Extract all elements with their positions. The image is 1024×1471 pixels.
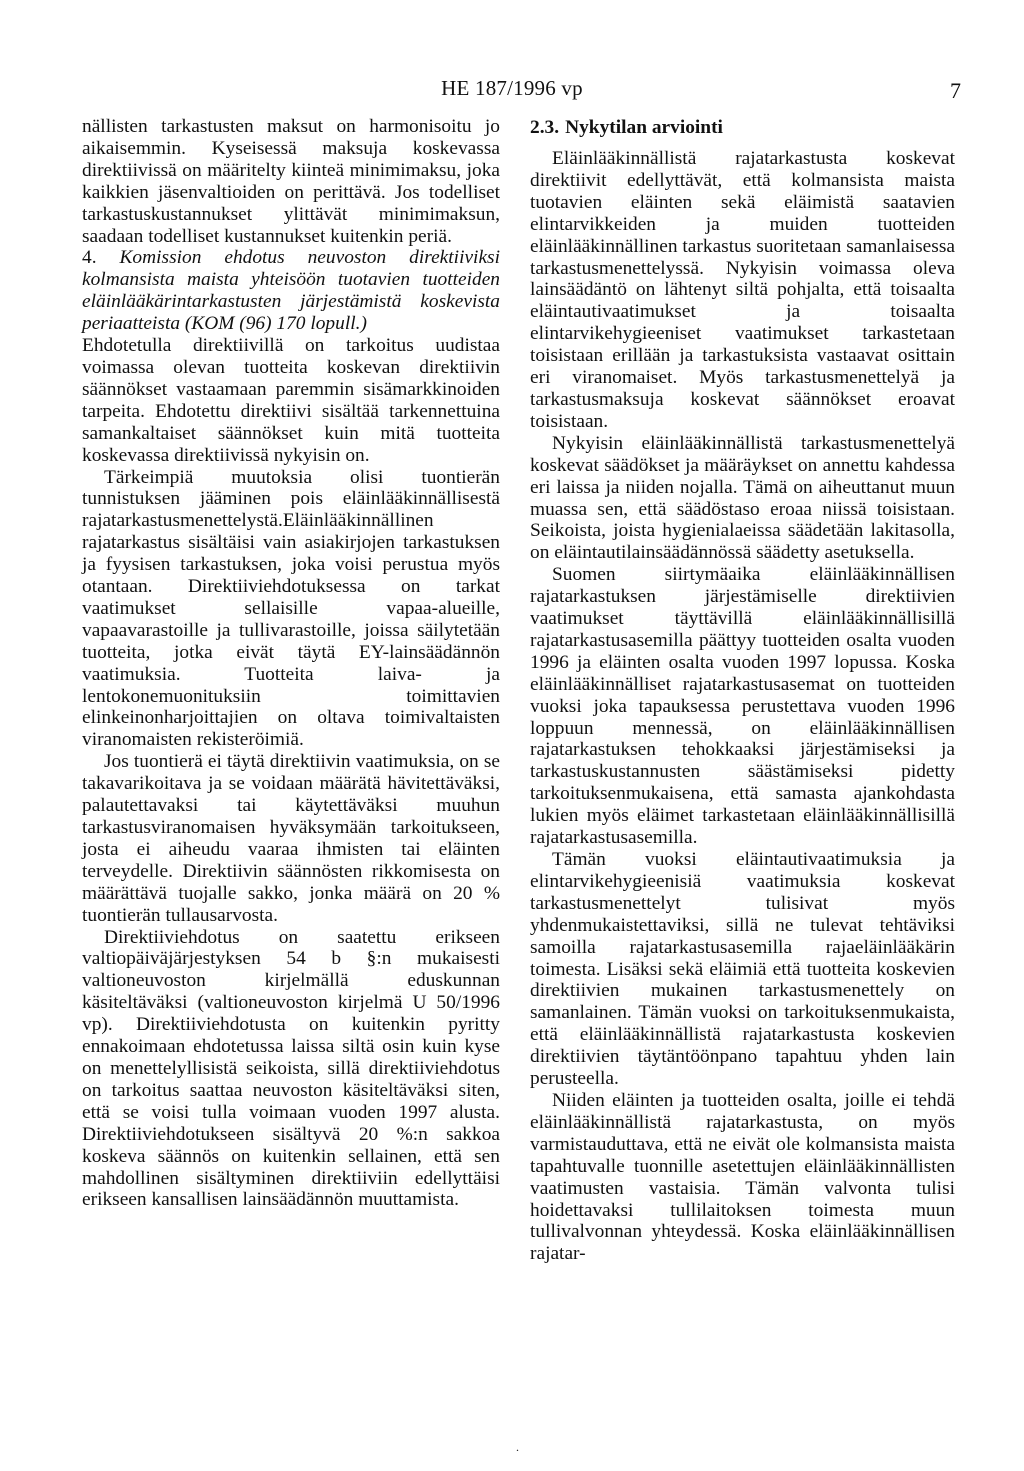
stray-mark: . xyxy=(516,1440,519,1454)
section-title: Nykytilan arviointi xyxy=(565,117,723,138)
right-column xyxy=(530,116,955,1265)
heading-number: 4. xyxy=(82,247,97,269)
section-number: 2.3. xyxy=(530,117,560,138)
running-header: HE 187/1996 vp xyxy=(441,76,583,100)
proposal-heading xyxy=(82,247,500,335)
section-heading xyxy=(530,116,955,140)
page-number: 7 xyxy=(950,78,961,103)
paragraph: Nykyisin eläinlääkinnällistä tarkastusmenettelyä koskevat säädökset ja määräykset on annettu kahdessa eri laissa ja niiden nojalla. Tämä on aiheuttanut muun muassa sen, että säädöstaso eroaa niissä toisistaan. Seikoista, joista hygienialaeissa säädetään lakitasolla, on eläintautilainsäädännössä säädetty asetuksella. xyxy=(530,432,955,564)
paragraph: Direktiiviehdotus on saatettu erikseen valtiopäiväjärjestyksen 54 b §:n mukaisesti valtioneuvoston kirjelmällä eduskunnan käsiteltäväksi (valtioneuvoston kirjelmä U 50/1996 vp). Direktiiviehdotusta on kuitenkin pyritty ennakoimaan ehdotetussa laissa siltä osin kuin kyse on menettelyllisistä seikoista, sillä direktiiviehdotus on tarkoitus saattaa neuvoston käsiteltäväksi siten, että se voisi tulla voimaan vuoden 1997 alusta. Direktiiviehdotukseen sisältyvä 20 %:n sakkoa koskeva säännös on kuitenkin sellainen, että sen mahdollinen sisältyminen direktiiviin edellyttäisi erikseen kansallisen lainsäädännön muuttamista. xyxy=(82,926,500,1211)
paragraph: Niiden eläinten ja tuotteiden osalta, joille ei tehdä eläinlääkinnällistä rajatarkastusta, on myös varmistauduttava, että ne eivät ole kolmansista maista tapahtuvalle tuonnille asetettujen eläinlääkinnällisten vaatimusten vastaisia. Tämän valvonta tulisi hoidettavaksi tullilaitoksen toimesta muun tullivalvonnan yhteydessä. Koska eläinlääkinnällisen rajatar- xyxy=(530,1089,955,1265)
paragraph: Jos tuontierä ei täytä direktiivin vaatimuksia, on se takavarikoitava ja se voidaan määrätä hävitettäväksi, palautettavaksi tai käytettäväksi muuhun tarkastusviranomaisen hyväksymään tarkoitukseen, josta ei aiheudu vaaraa ihmisten tai eläinten terveydelle. Direktiivin säännösten rikkomisesta on määrättävä tuojalle sakko, jonka määrä on 20 % tuontierän tullausarvosta. xyxy=(82,751,500,926)
paragraph: Ehdotetulla direktiivillä on tarkoitus uudistaa voimassa olevan tuotteita koskevan direktiivin säännökset vastaamaan paremmin sisämarkkinoiden tarpeita. Ehdotettu direktiivi sisältää tarkennettuina samankaltaiset säännökset kuin mitä tuotteita koskevassa direktiivissä nykyisin on. xyxy=(82,335,500,466)
left-column xyxy=(82,116,500,1211)
paragraph: Suomen siirtymäaika eläinlääkinnällisen rajatarkastuksen järjestämiselle direktiivien vaatimukset täyttävillä eläinlääkinnällisillä rajatarkastusasemilla päättyy tuotteiden osalta vuoden 1996 ja eläinten osalta vuoden 1997 lopussa. Koska eläinlääkinnälliset rajatarkastusasemat on tuotteiden vuoksi joka tapauksessa perustettava vuoden 1996 loppuun mennessä, on eläinlääkinnällisen rajatarkastuksen tehokkaaksi järjestämiseksi ja tarkastuskustannusten säästämiseksi pidetty tarkoituksenmukaisena, että samasta ajankohdasta lukien myös eläimet tarkastetaan eläinlääkinnällisillä rajatarkastusasemilla. xyxy=(530,564,955,849)
heading-text: Komission ehdotus neuvoston direktiiviksi kolmansista maista yhteisöön tuotavien tuotteiden eläinlääkärintarkastusten järjestämistä koskevista periaatteista (KOM (96) 170 lopull.) xyxy=(82,247,500,335)
paragraph: Tärkeimpiä muutoksia olisi tuontierän tunnistuksen jääminen pois eläinlääkinnällisestä rajatarkastusmenettelystä.Eläinlääkinnällinen rajatarkastus sisältäisi vain asiakirjojen tarkastuksen ja fyysisen tarkastuksen, joka voisi perustua myös otantaan. Direktiiviehdotuksessa on tarkat vaatimukset sellaisille vapaa-alueille, vapaavarastoille ja tullivarastoille, joissa säilytetään tuotteita, jotka eivät täytä EY-lainsäädännön vaatimuksia. Tuotteita laiva- ja lentokonemuonituksiin toimittavien elinkeinonharjoittajien on oltava toimivaltaisten viranomaisten rekisteröimiä. xyxy=(82,466,500,751)
paragraph: nällisten tarkastusten maksut on harmonisoitu jo aikaisemmin. Kyseisessä maksuja koskevassa direktiivissä on määritelty kiinteä minimimaksu, joka kaikkien jäsenvaltioiden on perittävä. Jos todelliset tarkastuskustannukset ylittävät minimimaksun, saadaan todelliset kustannukset kuitenkin periä. xyxy=(82,116,500,247)
paragraph: Tämän vuoksi eläintautivaatimuksia ja elintarvikehygieenisiä vaatimuksia koskevat tarkastusmenettelyt tulisivat myös yhdenmukaistettaviksi, sillä ne tulevat tehtäviksi samoilla rajatarkastusasemilla rajaeläinlääkärin toimesta. Lisäksi sekä eläimiä että tuotteita koskevien direktiivien mukainen tarkastusmenettely on samanlainen. Tämän vuoksi on tarkoituksenmukaista, että eläinlääkinnällistä rajatarkastusta koskevien direktiivien täytäntöönpano tapahtuu yhden lain perusteella. xyxy=(530,849,955,1090)
paragraph: Eläinlääkinnällistä rajatarkastusta koskevat direktiivit edellyttävät, että kolmansista maista tuotavien eläinten sekä eläimistä saatavien elintarvikkeiden ja muiden tuotteiden eläinlääkinnällinen tarkastus suoritetaan samanlaisessa tarkastusmenettelyssä. Nykyisin voimassa oleva lainsäädäntö on lähtenyt siltä pohjalta, että toisaalta eläintautivaatimukset ja toisaalta elintarvikehygieeniset vaatimukset tarkastetaan toisistaan erillään ja tarkastuksista vastaavat osittain eri viranomaiset. Myös tarkastusmenettelyä ja tarkastusmaksuja koskevat säännökset eroavat toisistaan. xyxy=(530,148,955,432)
